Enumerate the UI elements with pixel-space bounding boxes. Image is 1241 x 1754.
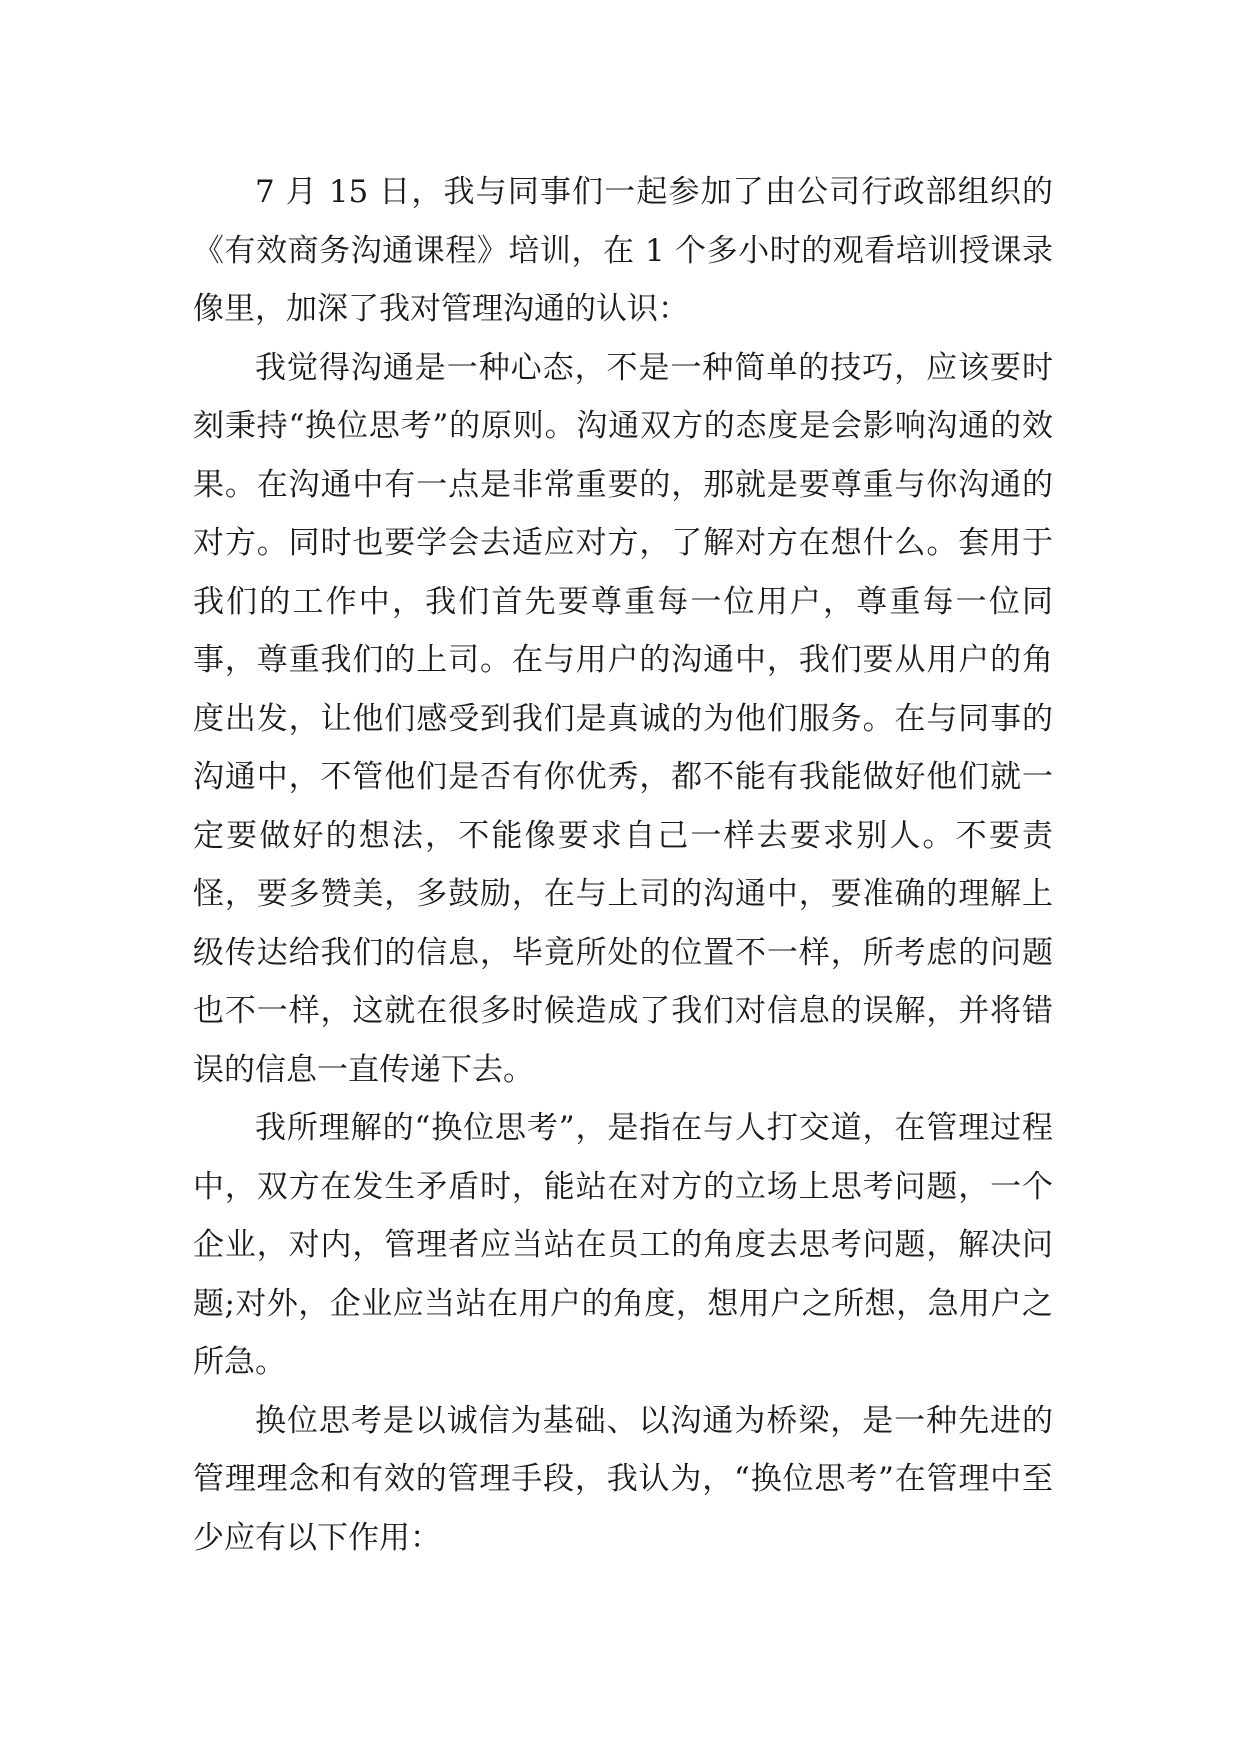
paragraph-2: 我觉得沟通是一种心态，不是一种简单的技巧，应该要时刻秉持“换位思考”的原则。沟通双方的态度是会影响沟通的效果。在沟通中有一点是非常重要的，那就是要尊重与你沟通的对方。同时也要学会去适应对方，了解对方在想什么。套用于我们的工作中，我们首先要尊重每一位用户，尊重每一位同事，尊重我们的上司。在与用户的沟通中，我们要从用户的角度出发，让他们感受到我们是真诚的为他们服务。在与同事的沟通中，不管他们是否有你优秀，都不能有我能做好他们就一定要做好的想法，不能像要求自己一样去要求别人。不要责怪，要多赞美，多鼓励，在与上司的沟通中，要准确的理解上级传达给我们的信息，毕竟所处的位置不一样，所考虑的问题也不一样，这就在很多时候造成了我们对信息的误解，并将错误的信息一直传递下去。 [193, 349, 1053, 1088]
paragraph-1: 7 月 15 日，我与同事们一起参加了由公司行政部组织的《有效商务沟通课程》培训，在 1 个多小时的观看培训授课录像里，加深了我对管理沟通的认识： [193, 174, 1053, 327]
paragraph-3: 我所理解的“换位思考”，是指在与人打交道，在管理过程中，双方在发生矛盾时，能站在对方的立场上思考问题，一个企业，对内，管理者应当站在员工的角度去思考问题，解决问题;对外，企业应当站在用户的角度，想用户之所想，急用户之所急。 [193, 1110, 1053, 1380]
paragraph-4: 换位思考是以诚信为基础、以沟通为桥梁，是一种先进的管理理念和有效的管理手段，我认为，“换位思考”在管理中至少应有以下作用： [193, 1402, 1053, 1556]
document-body [193, 163, 1053, 1567]
